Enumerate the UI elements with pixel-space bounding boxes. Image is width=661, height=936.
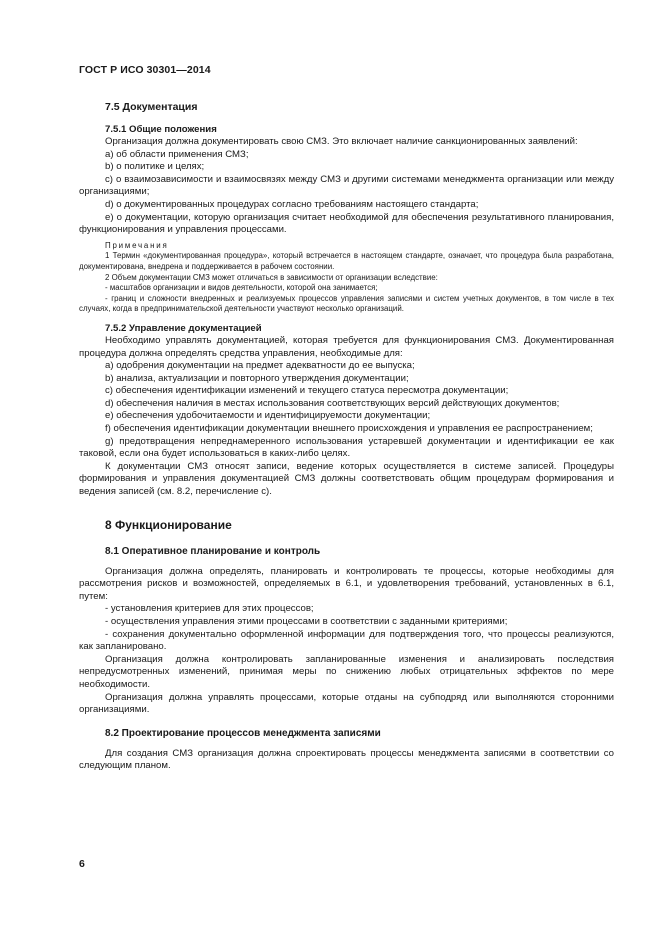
paragraph: Организация должна управлять процессами, которые отданы на субподряд или выполняются сторонними организациями. [79, 691, 614, 716]
section-8-2-title: 8.2 Проектирование процессов менеджмента записями [105, 727, 381, 739]
paragraph: Организация должна определять, планировать и контролировать те процессы, которые необходимы для рассмотрения рисков и возможностей, определяемых в 6.1, и удовлетворения требований, установленных в 6.1, путем: [79, 565, 614, 602]
list-item: f) обеспечения идентификации документации внешнего происхождения и управления ее распространением; [105, 423, 593, 435]
list-item: b) о политике и целях; [105, 161, 205, 173]
list-item: a) одобрения документации на предмет адекватности до ее выпуска; [105, 360, 415, 372]
list-item: - осуществления управления этими процессами в соответствии с заданными критериями; [105, 616, 508, 627]
list-item: a) об области применения СМЗ; [105, 148, 249, 160]
section-7-5-2-title: 7.5.2 Управление документацией [105, 322, 262, 334]
page-content [79, 100, 614, 773]
list-item: e) о документации, которую организация считает необходимой для обеспечения результативного планирования, функционирования и управления процессами. [79, 211, 614, 236]
note-item: - границ и сложности внедренных и реализуемых процессов управления записями и систем учетных документов, в том числе в тех случаях, когда в предпринимательской деятельности участвуют несколько организаций. [79, 293, 614, 314]
list-item: e) обеспечения удобочитаемости и идентифицируемости документации; [105, 410, 431, 422]
section-7-5-1-title: 7.5.1 Общие положения [105, 124, 217, 135]
note-item: 2 Объем документации СМЗ может отличаться в зависимости от организации вследствие: [105, 272, 438, 282]
list-item: g) предотвращения непреднамеренного использования устаревшей документации и идентификации ее как таковой, если она будет использоваться в каких-либо целях. [79, 435, 614, 460]
section-8-title: 8 Функционирование [105, 517, 232, 532]
page-number: 6 [79, 858, 85, 870]
list-item: b) анализа, актуализации и повторного утверждения документации; [105, 372, 409, 384]
section-7-5-title: 7.5 Документация [105, 101, 198, 113]
note-item: - масштабов организации и видов деятельности, которой она занимается; [105, 283, 378, 293]
notes-block [79, 241, 614, 315]
list-item: d) обеспечения наличия в местах использования соответствующих версий действующих документов; [105, 397, 560, 409]
document-header: ГОСТ Р ИСО 30301—2014 [79, 64, 211, 76]
list-item: c) о взаимозависимости и взаимосвязях между СМЗ и другими системами менеджмента организации или между организациями; [79, 173, 614, 198]
list-item: - сохранения документально оформленной информации для подтверждения того, что процессы реализуются, как запланировано. [79, 628, 614, 653]
section-8-1-title: 8.1 Оперативное планирование и контроль [105, 545, 321, 557]
paragraph: Необходимо управлять документацией, которая требуется для функционирования СМЗ. Документированная процедура должна определять средства управления, необходимые для: [79, 334, 614, 359]
note-item: 1 Термин «документированная процедура», который встречается в настоящем стандарте, означает, что процедура была разработана, документирована, внедрена и поддерживается в рабочем состоянии. [79, 251, 614, 271]
paragraph: Организация должна документировать свою СМЗ. Это включает наличие санкционированных заявлений: [105, 136, 578, 147]
list-item: - установления критериев для этих процессов; [105, 603, 314, 615]
paragraph: Для создания СМЗ организация должна спроектировать процессы менеджмента записями в соответствии со следующим планом. [79, 747, 614, 772]
paragraph: К документации СМЗ относят записи, ведение которых осуществляется в системе записей. Процедуры формирования и управления документацией СМЗ должны соответствовать общим процедурам формирования и ведения записей (см. 8.2, перечисление с). [79, 460, 614, 498]
paragraph: Организация должна контролировать запланированные изменения и анализировать последствия непредусмотренных изменений, принимая меры по снижению любых отрицательных эффектов по мере необходимости. [79, 653, 614, 690]
list-item: d) о документированных процедурах согласно требованиям настоящего стандарта; [105, 198, 479, 210]
list-item: c) обеспечения идентификации изменений и текущего статуса пересмотра документации; [105, 385, 509, 397]
notes-heading: Примечания [105, 240, 169, 250]
